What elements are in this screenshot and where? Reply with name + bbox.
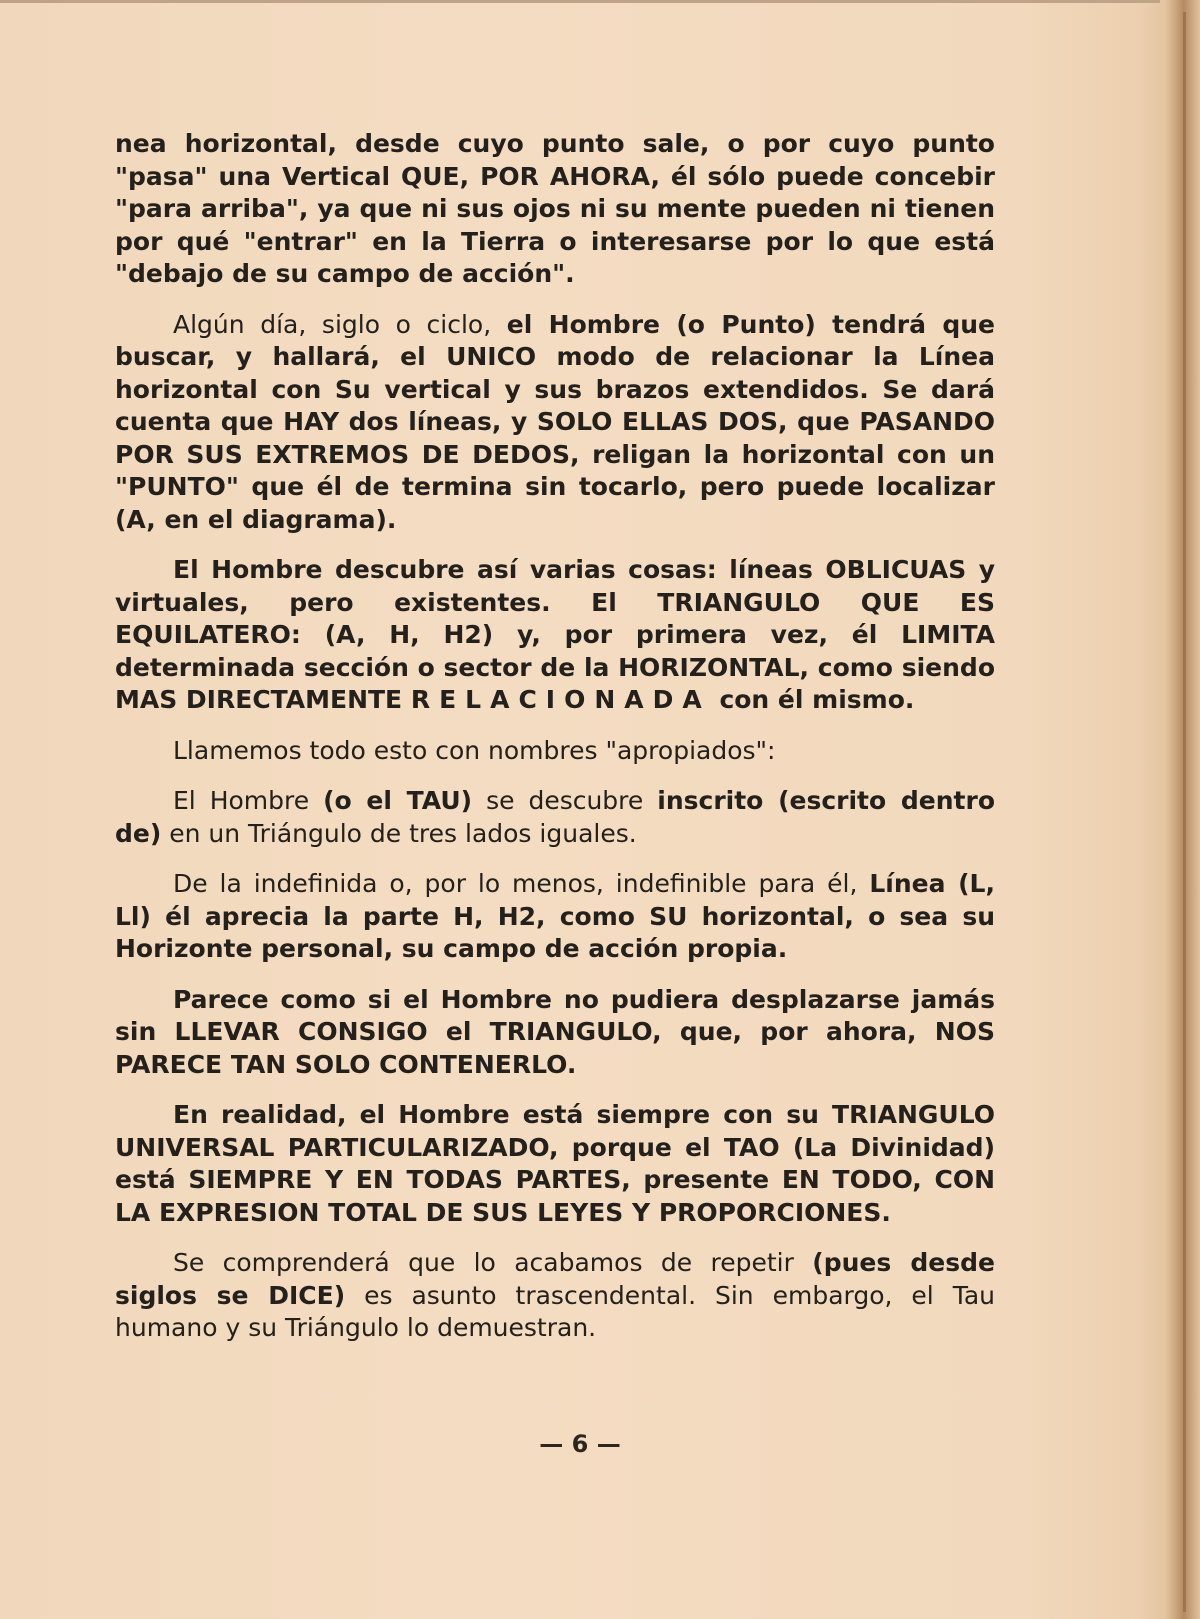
paragraph-5-span-4: inscrito (escrito dentro de) (115, 786, 996, 848)
paragraph-1 (115, 128, 995, 291)
paragraph-8-span-1: En realidad, el Hombre está siempre con su TRIANGULO UNIVERSAL PARTICULARIZADO, porque el TAO (La Divinidad) está SIEMPRE Y EN TODAS PARTES, presente EN TODO, CON LA EXPRESION TOTAL DE SUS LEYES Y PROPORCIONES. (115, 1100, 995, 1227)
body-text (115, 128, 995, 1363)
paragraph-8 (115, 1099, 995, 1229)
paragraph-2 (115, 309, 995, 537)
paragraph-3-span-1: El Hombre descubre así varias cosas: líneas OBLICUAS y virtuales, pero existentes. El TRIANGULO QUE ES EQUILATERO: (A, H, H2) y, por primera vez, él LIMITA determinada sección o sector de la HORIZONTAL, como siendo MAS DIRECTAMENTE (115, 555, 995, 714)
paragraph-5-span-2: (o el TAU) (323, 786, 473, 815)
paragraph-7 (115, 984, 995, 1082)
paragraph-6-span-2: Línea (L, Ll) él aprecia la parte H, H2, como SU horizontal, o sea su Horizonte personal, su campo de acción propia. (115, 869, 995, 963)
paragraph-1-span-1: nea horizontal, desde cuyo punto sale, o por cuyo punto "pasa" una Vertical QUE, POR AHORA, él sólo puede concebir "para arriba", ya que ni sus ojos ni su mente pueden ni tienen por qué "entrar" en la Tierra o interesarse por lo que está "debajo de su campo de acción". (115, 129, 995, 288)
page-edge-shadow (1164, 0, 1200, 1619)
paragraph-2-span-2: el Hombre (o Punto) tendrá que buscar, y hallará, el UNICO modo de relacionar la Línea horizontal con Su vertical y sus brazos extendidos. Se dará cuenta que HAY dos líneas, y SOLO ELLAS DOS, que PASANDO POR SUS EXTREMOS DE DEDOS, religan la horizontal con un "PUNTO" que él de termina sin tocarlo, pero puede localizar (A, en el diagrama). (115, 309, 995, 534)
paragraph-3-span-2: RELACIONADA (410, 685, 711, 714)
paragraph-9-span-1: Se comprenderá que lo acabamos de repetir (173, 1248, 813, 1277)
paragraph-5-span-3: se descubre (472, 786, 658, 815)
paragraph-3 (115, 554, 995, 717)
paragraph-6 (115, 868, 995, 966)
paragraph-9-span-3: es asunto trascendental. Sin embargo, el Tau humano y su Triángulo lo demuestran. (115, 1280, 996, 1342)
paragraph-2-span-1: Algún día, siglo o ciclo, (173, 309, 507, 339)
page-number: — 6 — (539, 1430, 621, 1458)
paragraph-5 (115, 785, 995, 850)
paragraph-9 (115, 1247, 995, 1345)
paragraph-5-span-1: El Hombre (173, 786, 324, 815)
paragraph-5-span-5: en un Triángulo de tres lados iguales. (161, 818, 637, 848)
paragraph-4-span-1: Llamemos todo esto con nombres "apropiados": (173, 735, 776, 765)
paragraph-7-span-1: Parece como si el Hombre no pudiera desplazarse jamás sin LLEVAR CONSIGO el TRIANGULO, que, por ahora, NOS PARECE TAN SOLO CONTENERLO. (115, 984, 995, 1079)
paragraph-9-span-2: (pues desde siglos se DICE) (115, 1248, 995, 1310)
page-edge-crease (1183, 12, 1186, 1612)
paragraph-4 (115, 735, 995, 768)
paragraph-3-span-3: con él mismo. (710, 685, 915, 714)
paragraph-6-span-1: De la indefinida o, por lo menos, indefinible para él, (173, 869, 870, 898)
top-edge-line (0, 0, 1160, 3)
